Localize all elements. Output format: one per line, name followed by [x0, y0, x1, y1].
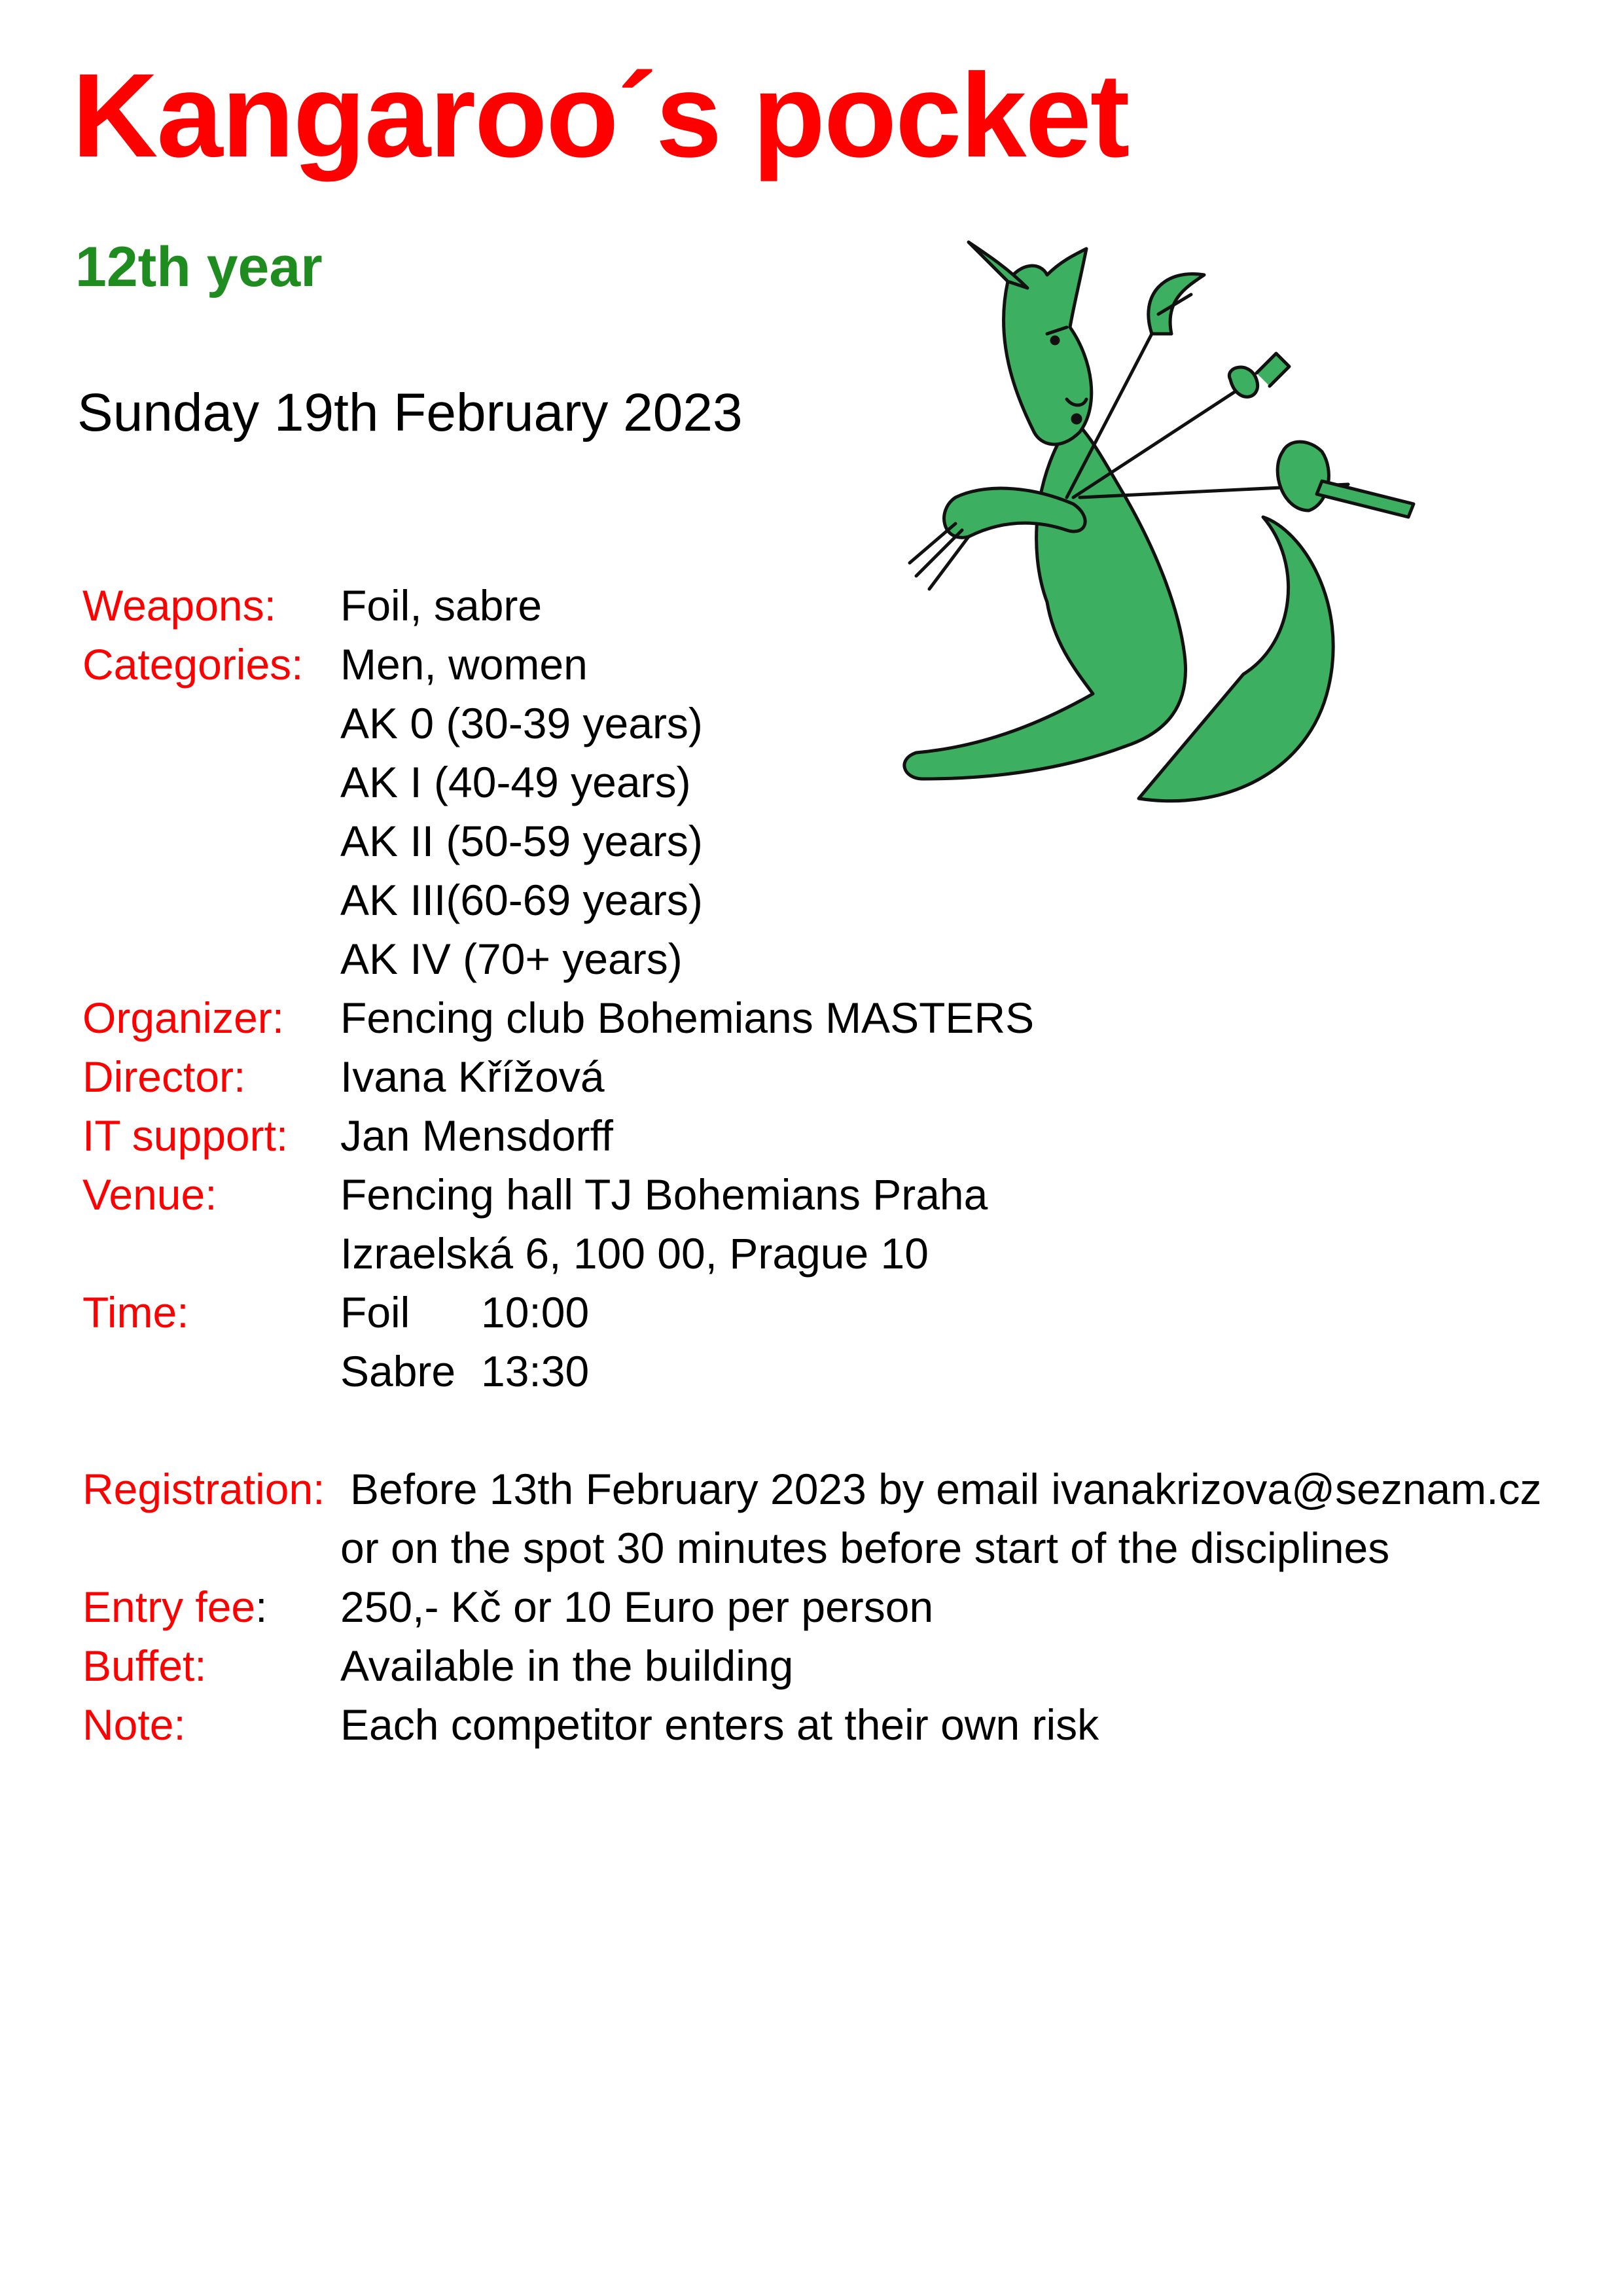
category-item: AK I (40-49 years) [340, 758, 691, 806]
time-value: 13:30 [481, 1347, 590, 1395]
info-row-it-support [0, 1106, 1623, 1165]
category-item: AK 0 (30-39 years) [340, 699, 703, 747]
info-row-venue [0, 1165, 1623, 1224]
info-row-registration [0, 1460, 1623, 1518]
entry-fee-label-text: Entry fee [82, 1583, 256, 1631]
entry-fee-colon: : [255, 1583, 268, 1631]
venue-line: Fencing hall TJ Bohemians Praha [340, 1170, 988, 1219]
info-row-category [0, 694, 1623, 753]
time-discipline: Foil [340, 1288, 410, 1336]
categories-label: Categories: [82, 640, 304, 689]
time-discipline: Sabre [340, 1347, 456, 1395]
note-label: Note: [82, 1700, 186, 1749]
director-label: Director: [82, 1052, 246, 1101]
info-row-categories [0, 635, 1623, 694]
organizer-label: Organizer: [82, 994, 285, 1042]
registration-label: Registration: [82, 1465, 325, 1513]
time-label: Time: [82, 1288, 189, 1336]
info-row-time [0, 1283, 1623, 1342]
edition-subtitle: 12th year [75, 236, 323, 298]
info-row-category [0, 929, 1623, 988]
info-row-time [0, 1342, 1623, 1401]
info-row-category [0, 812, 1623, 870]
info-row-organizer [0, 988, 1623, 1047]
info-row-buffet [0, 1636, 1623, 1695]
info-row-entry-fee [0, 1577, 1623, 1636]
entry-fee-value: 250,- Kč or 10 Euro per person [340, 1583, 934, 1631]
weapons-value: Foil, sabre [340, 581, 543, 630]
info-row-director [0, 1047, 1623, 1106]
category-item: AK IV (70+ years) [340, 935, 683, 983]
buffet-label: Buffet: [82, 1641, 207, 1690]
info-row-note [0, 1695, 1623, 1754]
buffet-value: Available in the building [340, 1641, 794, 1690]
venue-line: Izraelská 6, 100 00, Prague 10 [340, 1229, 929, 1278]
time-value: 10:00 [481, 1288, 590, 1336]
registration-line: Before 13th February 2023 by email ivanakrizova@seznam.cz [350, 1465, 1542, 1513]
info-row-category [0, 870, 1623, 929]
note-value: Each competitor enters at their own risk [340, 1700, 1099, 1749]
weapons-label: Weapons: [82, 581, 276, 630]
page-title: Kangaroo´s pocket [72, 48, 1129, 182]
it-support-label: IT support: [82, 1111, 289, 1160]
it-support-value: Jan Mensdorff [340, 1111, 614, 1160]
info-row-venue-address [0, 1224, 1623, 1283]
category-item: AK II (50-59 years) [340, 817, 703, 865]
category-item: AK III(60-69 years) [340, 876, 703, 924]
event-date: Sunday 19th February 2023 [77, 383, 743, 442]
venue-label: Venue: [82, 1170, 217, 1219]
director-value: Ivana Křížová [340, 1052, 605, 1101]
info-row-weapons [0, 576, 1623, 635]
info-row-registration-cont [0, 1518, 1623, 1577]
category-item: Men, women [340, 640, 588, 689]
info-row-category [0, 753, 1623, 812]
registration-line: or on the spot 30 minutes before start of the disciplines [340, 1524, 1390, 1572]
entry-fee-label [82, 1577, 267, 1636]
organizer-value: Fencing club Bohemians MASTERS [340, 994, 1035, 1042]
